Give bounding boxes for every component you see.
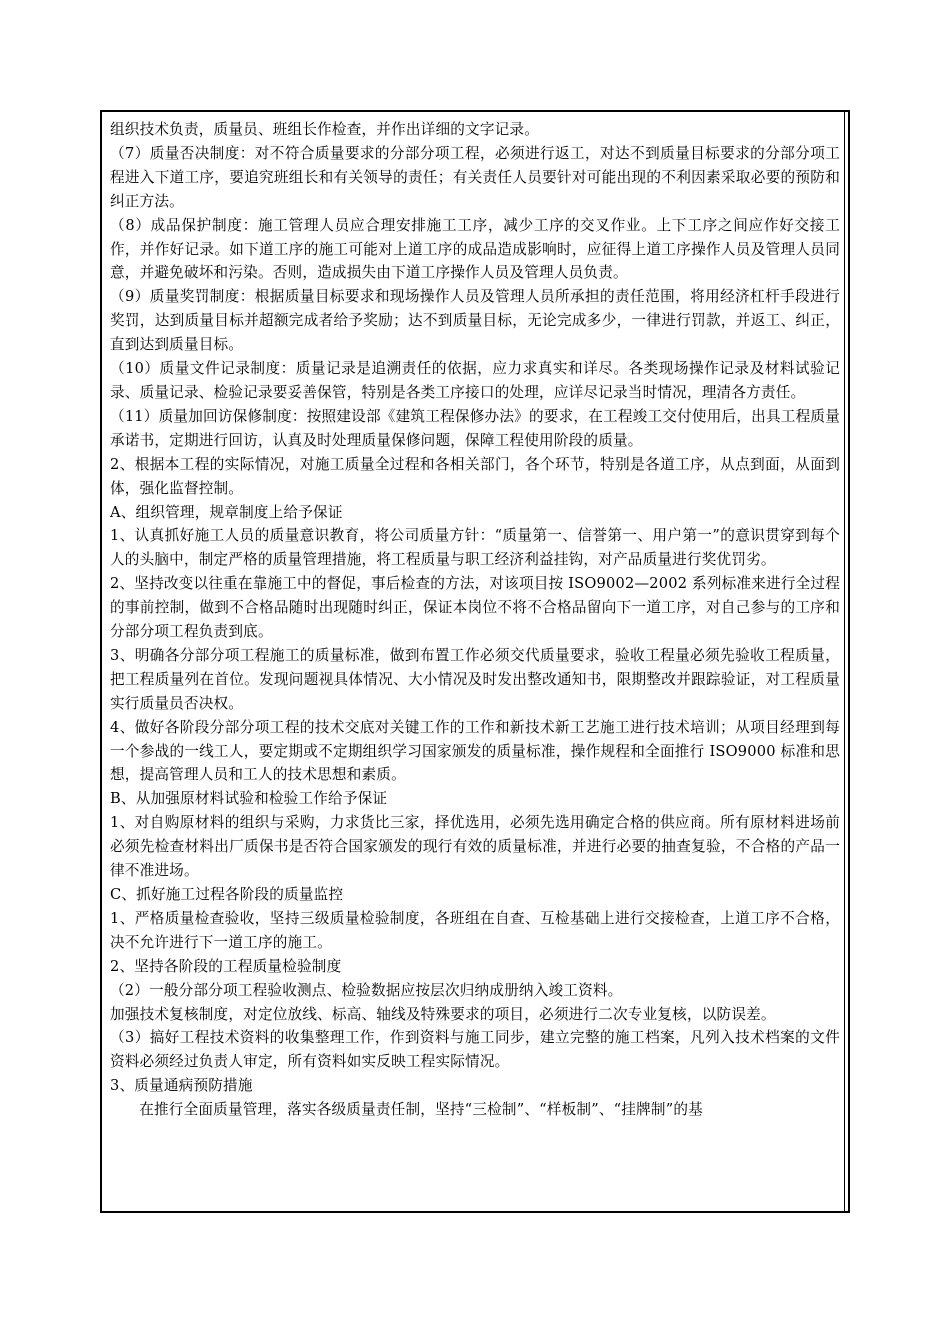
paragraph: （11）质量加回访保修制度：按照建设部《建筑工程保修办法》的要求，在工程竣工交付使用后，出具工程质量承诺书，定期进行回访，认真及时处理质量保修问题，保障工程使用阶段的质量。 [110,407,840,449]
section-heading: C、抓好施工过程各阶段的质量监控 [110,886,344,903]
paragraph: （3）搞好工程技术资料的收集整理工作，作到资料与施工同步，建立完整的施工档案，凡列入技术档案的文件资料必须经过负责人审定，所有资料如实反映工程实际情况。 [110,1029,840,1071]
paragraph: （8）成品保护制度：施工管理人员应合理安排施工工序，减少工序的交叉作业。上下工序之间应作好交接工作，并作好记录。如下道工序的施工可能对上道工序的成品造成影响时，应征得上道工序操作人员及管理人员同意，并避免破坏和污染。否则，造成损失由下道工序操作人员及管理人员负责。 [110,216,840,282]
section-heading: A、组织管理，规章制度上给予保证 [110,503,343,521]
section-heading: B、从加强原材料试验和检验工作给予保证 [110,790,388,808]
paragraph: 加强技术复核制度，对定位放线、标高、轴线及特殊要求的项目，必须进行二次专业复核，以防误差。 [110,1005,776,1023]
paragraph: 组织技术负责，质量员、班组长作检查，并作出详细的文字记录。 [110,121,540,138]
paragraph: 1、认真抓好施工人员的质量意识教育，将公司质量方针：“质量第一、信誉第一、用户第一”的意识贯穿到每个人的头脑中，制定严格的质量管理措施，将工程质量与职工经济利益挂钩，对产品质量进行奖优罚劣。 [110,527,840,569]
paragraph: （10）质量文件记录制度：质量记录是追溯责任的依据，应力求真实和详尽。各类现场操作记录及材料试验记录、质量记录、检验记录要妥善保管，特别是各类工序接口的处理，应详尽记录当时情况，理清各方责任。 [110,360,840,401]
paragraph: 4、做好各阶段分部分项工程的技术交底对关键工作的工作和新技术新工艺施工进行技术培训；从项目经理到每一个参战的一线工人，要定期或不定期组织学习国家颁发的质量标准，操作规程和全面推行 ISO9000 标准和思想，提高管理人员和工人的技术思想和素质。 [110,718,840,784]
document-frame [100,110,850,1213]
paragraph: 在推行全面质量管理，落实各级质量责任制，坚持“三检制”、“样板制”、“挂牌制”的基 [139,1101,703,1119]
paragraph: 2、坚持改变以往重在靠施工中的督促，事后检查的方法，对该项目按 ISO9002—2002 系列标准来进行全过程的事前控制，做到不合格品随时出现随时纠正，保证本岗位不将不合格品留向下一道工序，对自己参与的工序和分部分项工程负责到底。 [110,575,840,641]
paragraph: （2）一般分部分项工程验收测点、检验数据应按层次归纳成册纳入竣工资料。 [110,981,623,999]
paragraph: 2、根据本工程的实际情况，对施工质量全过程和各相关部门，各个环节，特别是各道工序，从点到面，从面到体，强化监督控制。 [110,455,840,497]
paragraph: 2、坚持各阶段的工程质量检验制度 [110,957,342,975]
paragraph: （9）质量奖罚制度：根据质量目标要求和现场操作人员及管理人员所承担的责任范围，将用经济杠杆手段进行奖罚，达到质量目标并超额完成者给予奖励；达不到质量目标，无论完成多少，一律进行罚款，并返工、纠正，直到达到质量目标。 [110,288,840,354]
paragraph: 1、对自购原材料的组织与采购，力求货比三家，择优选用，必须先选用确定合格的供应商。所有原材料进场前必须先检查材料出厂质保书是否符合国家颁发的现行有效的质量标准，并进行必要的抽查复验，不合格的产品一律不准进场。 [110,814,840,880]
paragraph: （7）质量否决制度：对不符合质量要求的分部分项工程，必须进行返工，对达不到质量目标要求的分部分项工程进入下道工序，要追究班组长和有关领导的责任；有关责任人员要针对可能出现的不利因素采取必要的预防和纠正方法。 [110,144,840,210]
section-heading: 3、质量通病预防措施 [110,1077,253,1095]
paragraph: 1、严格质量检查验收，坚持三级质量检验制度，各班组在自查、互检基础上进行交接检查，上道工序不合格，决不允许进行下一道工序的施工。 [110,909,840,951]
paragraph: 3、明确各分部分项工程施工的质量标准，做到布置工作必须交代质量要求，验收工程量必须先验收工程质量，把工程质量列在首位。发现问题视具体情况、大小情况及时发出整改通知书，限期整改并跟踪验证，对工程质量实行质量员否决权。 [110,646,840,712]
document-body [110,118,840,1122]
